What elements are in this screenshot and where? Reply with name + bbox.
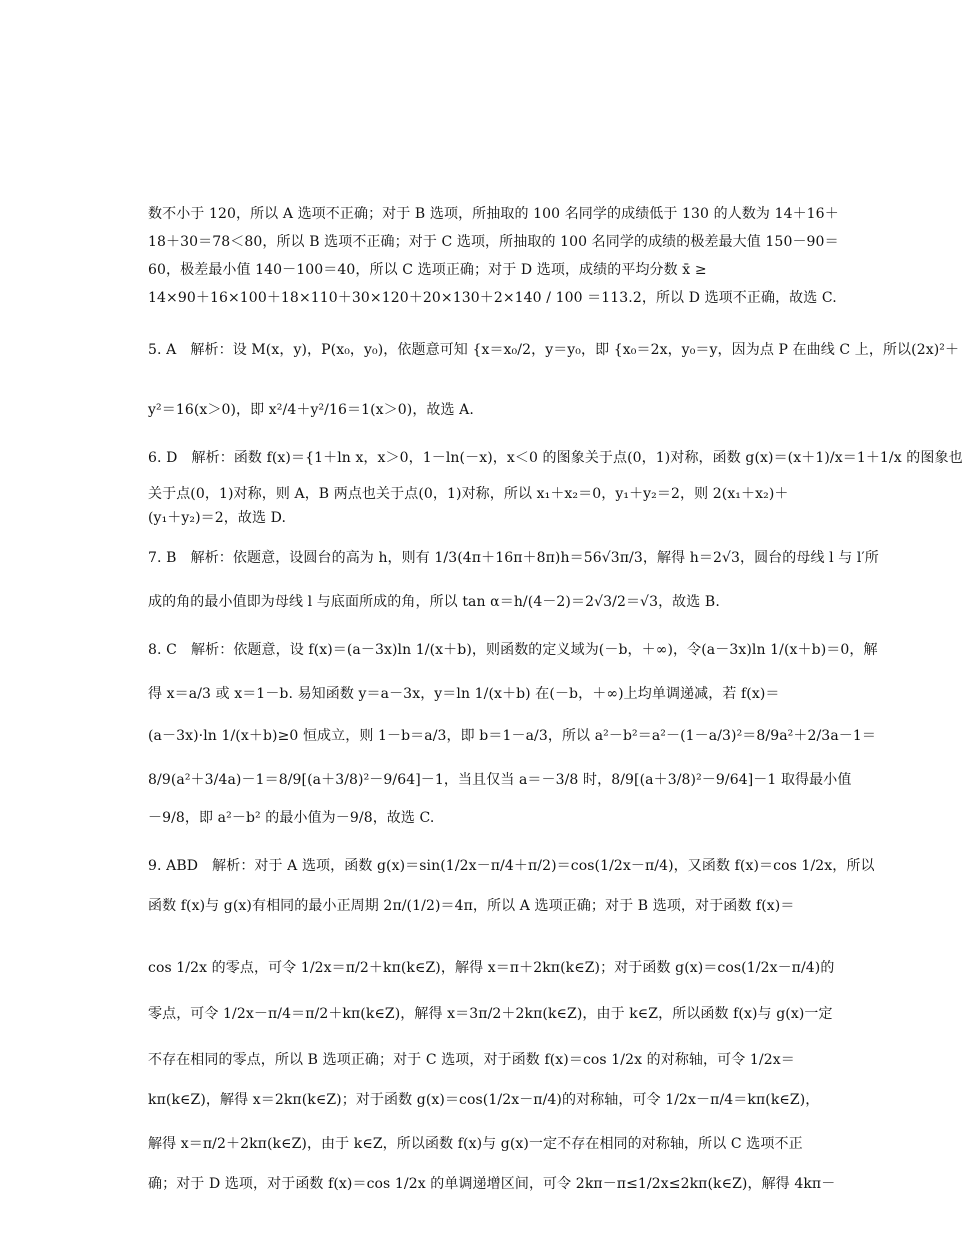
solution-9-line: 9. ABD 解析：对于 A 选项，函数 g(x)＝sin(1/2x－π/4＋π/2)＝cos(1/2x－π/4)，又函数 f(x)＝cos 1/2x，所以 — [148, 858, 875, 874]
text-line: 成的角的最小值即为母线 l 与底面所成的角，所以 tan α＝h/(4－2)＝2√3/2＝√3，故选 B. — [148, 594, 720, 610]
text-line: 零点，可令 1/2x－π/4＝π/2＋kπ(k∈Z)，解得 x＝3π/2＋2kπ(k∈Z)，由于 k∈Z，所以函数 f(x)与 g(x)一定 — [148, 1006, 833, 1022]
text-line: 不存在相同的零点，所以 B 选项正确；对于 C 选项，对于函数 f(x)＝cos 1/2x 的对称轴，可令 1/2x＝ — [148, 1052, 795, 1068]
text-line: 数不小于 120，所以 A 选项不正确；对于 B 选项，所抽取的 100 名同学的成绩低于 130 的人数为 14＋16＋ — [148, 206, 839, 222]
text-line: 18＋30＝78＜80，所以 B 选项不正确；对于 C 选项，所抽取的 100 名同学的成绩的极差最大值 150－90＝ — [148, 234, 839, 250]
text-line: 确；对于 D 选项，对于函数 f(x)＝cos 1/2x 的单调递增区间，可令 2kπ－π≤1/2x≤2kπ(k∈Z)，解得 4kπ－ — [148, 1176, 836, 1192]
text-line: cos 1/2x 的零点，可令 1/2x＝π/2＋kπ(k∈Z)，解得 x＝π＋2kπ(k∈Z)；对于函数 g(x)＝cos(1/2x－π/4)的 — [148, 960, 835, 976]
solution-7-line: 7. B 解析：依题意，设圆台的高为 h，则有 1/3(4π＋16π＋8π)h＝56√3π/3，解得 h＝2√3，圆台的母线 l 与 l′所 — [148, 550, 879, 566]
text-line: 函数 f(x)与 g(x)有相同的最小正周期 2π/(1/2)＝4π，所以 A 选项正确；对于 B 选项，对于函数 f(x)＝ — [148, 898, 795, 914]
text-line: (y₁＋y₂)＝2，故选 D. — [148, 510, 286, 526]
text-line: y²＝16(x＞0)，即 x²/4＋y²/16＝1(x＞0)，故选 A. — [148, 402, 474, 418]
text-line: 关于点(0，1)对称，则 A，B 两点也关于点(0，1)对称，所以 x₁＋x₂＝0，y₁＋y₂＝2，则 2(x₁＋x₂)＋ — [148, 486, 789, 502]
text-line: 解得 x＝π/2＋2kπ(k∈Z)，由于 k∈Z，所以函数 f(x)与 g(x)一定不存在相同的对称轴，所以 C 选项不正 — [148, 1136, 803, 1152]
text-line: (a－3x)·ln 1/(x＋b)≥0 恒成立，则 1－b＝a/3，即 b＝1－a/3，所以 a²－b²＝a²－(1－a/3)²＝8/9a²＋2/3a－1＝ — [148, 728, 876, 744]
text-line: 14×90＋16×100＋18×110＋30×120＋20×130＋2×140 / 100 ＝113.2，所以 D 选项不正确，故选 C. — [148, 290, 837, 306]
solution-6-line: 6. D 解析：函数 f(x)＝{1＋ln x，x＞0，1－ln(－x)，x＜0 的图象关于点(0，1)对称，函数 g(x)＝(x＋1)/x＝1＋1/x 的图象也 — [148, 450, 963, 466]
solution-8-line: 8. C 解析：依题意，设 f(x)＝(a－3x)ln 1/(x＋b)，则函数的定义域为(－b，＋∞)，令(a－3x)ln 1/(x＋b)＝0，解 — [148, 642, 878, 658]
text-line: 60，极差最小值 140－100＝40，所以 C 选项正确；对于 D 选项，成绩的平均分数 x̄ ≥ — [148, 262, 707, 278]
solution-5-line: 5. A 解析：设 M(x，y)，P(x₀，y₀)，依题意可知 {x＝x₀/2，y＝y₀，即 {x₀＝2x，y₀＝y，因为点 P 在曲线 C 上，所以(2x)²＋ — [148, 342, 960, 358]
text-line: 8/9(a²＋3/4a)－1＝8/9[(a＋3/8)²－9/64]－1，当且仅当 a＝－3/8 时，8/9[(a＋3/8)²－9/64]－1 取得最小值 — [148, 772, 852, 788]
text-line: －9/8，即 a²－b² 的最小值为－9/8，故选 C. — [148, 810, 435, 826]
text-line: 得 x＝a/3 或 x＝1－b. 易知函数 y＝a－3x，y＝ln 1/(x＋b) 在(－b，＋∞)上均单调递减，若 f(x)＝ — [148, 686, 780, 702]
text-line: kπ(k∈Z)，解得 x＝2kπ(k∈Z)；对于函数 g(x)＝cos(1/2x－π/4)的对称轴，可令 1/2x－π/4＝kπ(k∈Z)， — [148, 1092, 820, 1108]
